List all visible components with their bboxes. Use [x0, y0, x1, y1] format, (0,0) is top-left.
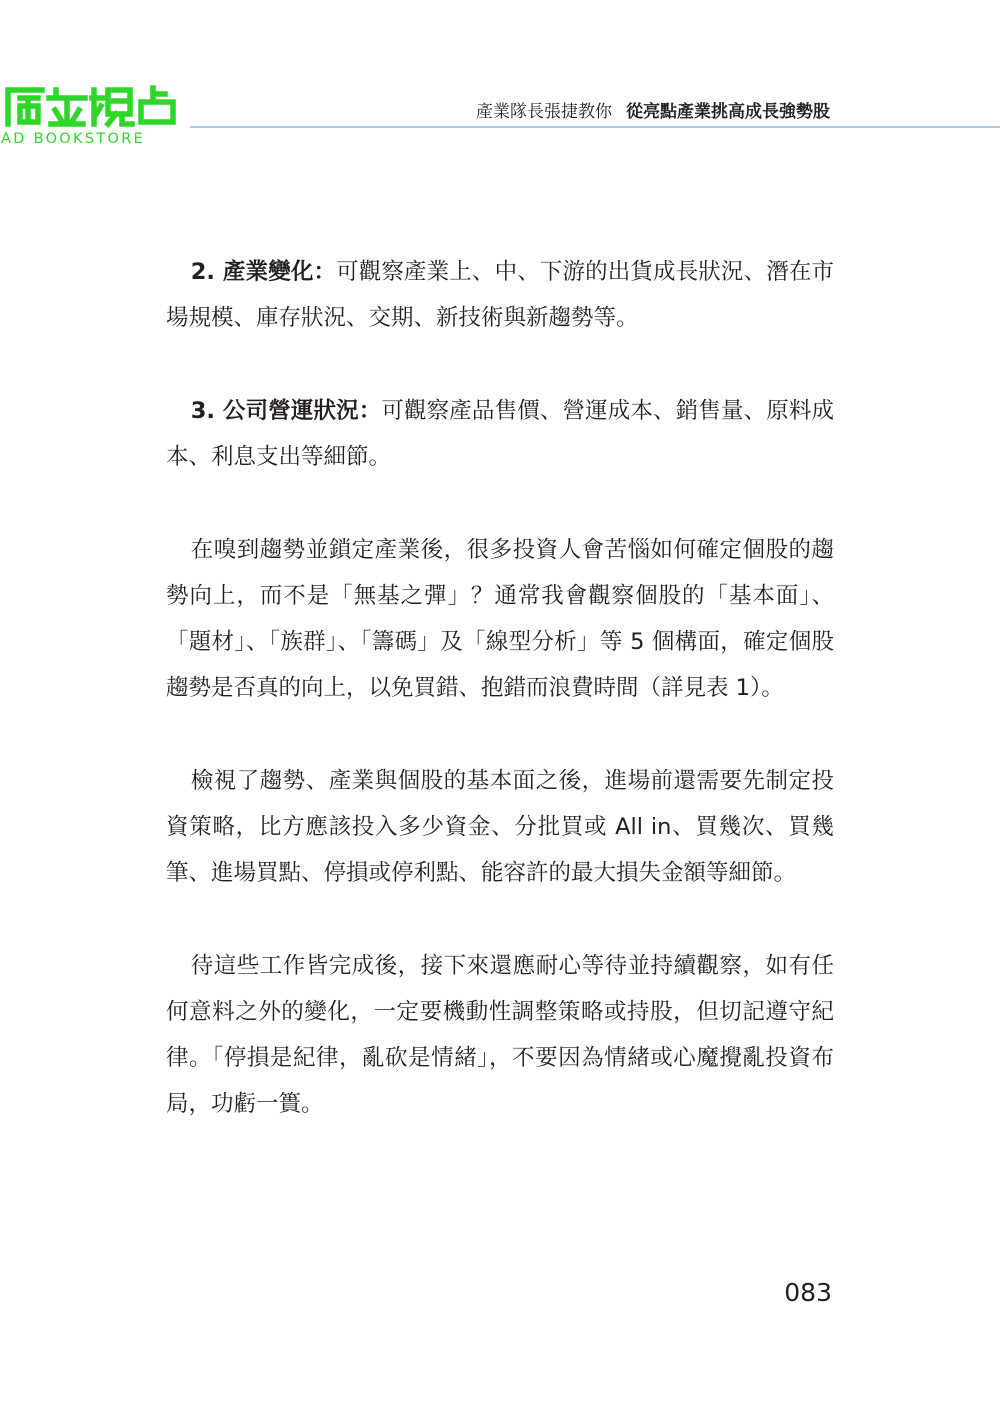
- running-head-title: 從亮點產業挑高成長強勢股: [626, 102, 830, 122]
- paragraph-industry-changes: [166, 249, 834, 341]
- publisher-logo-mark: [2, 84, 182, 128]
- paragraph-text: 可觀察產品售價、營運成本、銷售量、原料成本、利息支出等細節。: [166, 398, 834, 470]
- paragraph-lead: 3. 公司營運狀況：: [190, 398, 382, 424]
- paragraph-investment-strategy: [166, 758, 834, 896]
- paragraph-discipline: [166, 943, 834, 1127]
- page-number: 083: [784, 1278, 832, 1307]
- running-head: [476, 97, 830, 122]
- running-head-subtitle: 產業隊長張捷教你: [476, 102, 612, 122]
- paragraph-text: 檢視了趨勢、產業與個股的基本面之後，進場前還需要先制定投資策略，比方應該投入多少資金、分批買或 All in、買幾次、買幾筆、進場買點、停損或停利點、能容許的最大損失金額等細節。: [166, 768, 834, 886]
- publisher-logo-subtitle: AD BOOKSTORE: [1, 131, 146, 147]
- paragraph-company-operations: [166, 388, 834, 480]
- paragraph-text: 可觀察產業上、中、下游的出貨成長狀況、潛在市場規模、庫存狀況、交期、新技術與新趨勢等。: [166, 259, 834, 331]
- header-rule: [190, 126, 1000, 128]
- paragraph-text: 在嗅到趨勢並鎖定產業後，很多投資人會苦惱如何確定個股的趨勢向上，而不是「無基之彈」？通常我會觀察個股的「基本面」、「題材」、「族群」、「籌碼」及「線型分析」等 5 個構面，確定個股趨勢是否真的向上，以免買錯、抱錯而浪費時間（詳見表 1）。: [166, 537, 834, 701]
- paragraph-text: 待這些工作皆完成後，接下來還應耐心等待並持續觀察，如有任何意料之外的變化，一定要機動性調整策略或持股，但切記遵守紀律。「停損是紀律，亂砍是情緒」，不要因為情緒或心魔攪亂投資布局，功虧一簣。: [166, 953, 834, 1117]
- body-text: [166, 249, 834, 1174]
- paragraph-stock-trend: [166, 527, 834, 711]
- paragraph-lead: 2. 產業變化：: [190, 259, 337, 285]
- publisher-logo: [0, 84, 190, 154]
